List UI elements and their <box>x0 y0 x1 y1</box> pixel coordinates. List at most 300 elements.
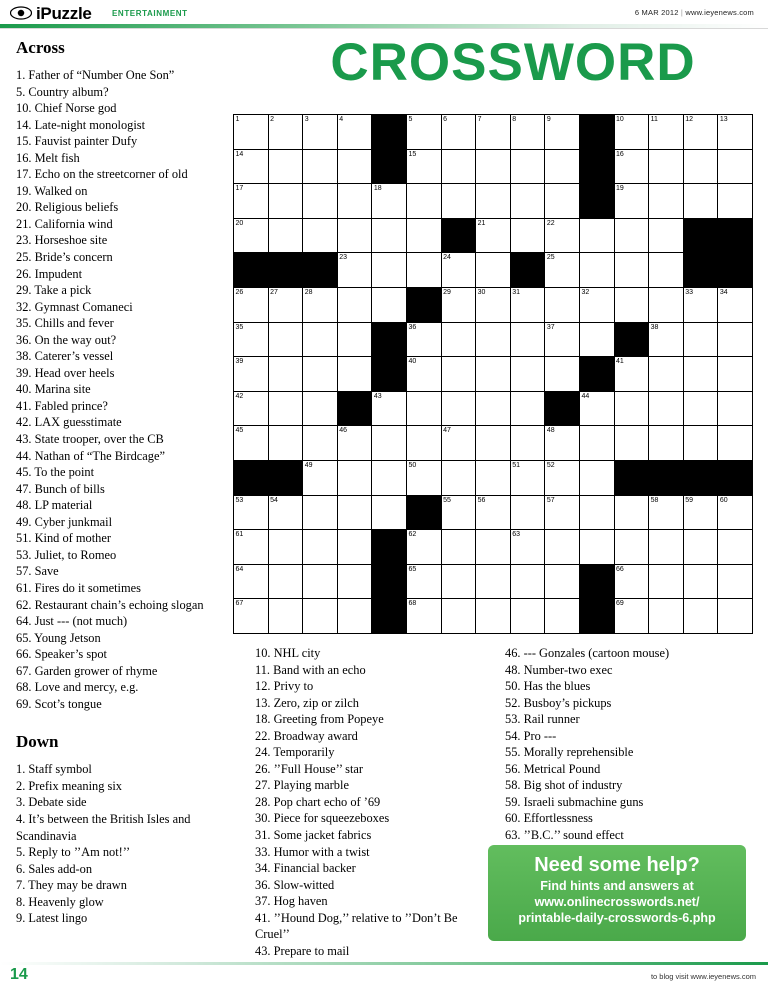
grid-cell[interactable] <box>476 530 511 565</box>
grid-cell[interactable] <box>683 599 718 634</box>
grid-cell[interactable] <box>337 426 372 461</box>
grid-cell[interactable] <box>545 599 580 634</box>
grid-cell[interactable] <box>234 322 269 357</box>
grid-cell[interactable] <box>303 115 338 150</box>
clue-item: 16. Melt fish <box>16 150 80 165</box>
clue-item: 2. Prefix meaning six <box>16 778 122 793</box>
grid-cell-number: 47 <box>443 427 451 435</box>
grid-cell[interactable] <box>234 149 269 184</box>
grid-cell[interactable] <box>441 426 476 461</box>
grid-cell[interactable] <box>303 564 338 599</box>
grid-cell[interactable] <box>372 460 407 495</box>
grid-cell[interactable] <box>614 495 649 530</box>
grid-cell[interactable] <box>683 357 718 392</box>
grid-cell[interactable] <box>649 495 684 530</box>
grid-cell[interactable] <box>268 391 303 426</box>
grid-cell-number: 27 <box>270 288 278 296</box>
grid-cell[interactable] <box>268 115 303 150</box>
grid-cell[interactable] <box>510 357 545 392</box>
grid-cell[interactable] <box>718 115 753 150</box>
grid-cell[interactable] <box>683 184 718 219</box>
grid-cell[interactable] <box>234 184 269 219</box>
grid-cell[interactable] <box>510 426 545 461</box>
grid-cell-block <box>614 460 649 495</box>
clue-item: 69. Scot’s tongue <box>16 696 102 711</box>
grid-cell[interactable] <box>441 564 476 599</box>
grid-cell-number: 11 <box>650 116 658 123</box>
grid-cell[interactable] <box>683 115 718 150</box>
grid-cell[interactable] <box>545 357 580 392</box>
grid-cell[interactable] <box>545 253 580 288</box>
grid-cell[interactable] <box>441 599 476 634</box>
grid-cell[interactable] <box>649 564 684 599</box>
help-url-line1[interactable]: www.onlinecrosswords.net/ <box>534 895 700 909</box>
grid-cell[interactable] <box>441 322 476 357</box>
grid-cell[interactable] <box>303 287 338 322</box>
grid-cell[interactable] <box>337 287 372 322</box>
grid-cell[interactable] <box>268 426 303 461</box>
grid-cell[interactable] <box>441 357 476 392</box>
grid-cell[interactable] <box>337 460 372 495</box>
grid-cell[interactable] <box>268 218 303 253</box>
grid-cell[interactable] <box>234 218 269 253</box>
clue-item: 42. LAX guesstimate <box>16 415 122 430</box>
clue-item: 31. Some jacket fabrics <box>255 828 372 843</box>
grid-cell[interactable] <box>372 391 407 426</box>
grid-cell[interactable] <box>545 218 580 253</box>
grid-cell[interactable] <box>337 495 372 530</box>
grid-cell[interactable] <box>303 357 338 392</box>
grid-cell[interactable] <box>303 149 338 184</box>
grid-cell[interactable] <box>614 530 649 565</box>
grid-cell[interactable] <box>337 149 372 184</box>
clue-item: 23. Horseshoe site <box>16 233 108 248</box>
grid-cell-number: 67 <box>235 600 244 608</box>
grid-cell[interactable] <box>476 218 511 253</box>
grid-cell[interactable] <box>406 253 441 288</box>
grid-cell-number: 56 <box>477 496 486 504</box>
grid-cell[interactable] <box>441 287 476 322</box>
grid-cell[interactable] <box>510 460 545 495</box>
grid-cell[interactable] <box>406 357 441 392</box>
grid-cell[interactable] <box>683 391 718 426</box>
grid-cell-number: 10 <box>616 116 624 123</box>
grid-cell[interactable] <box>406 564 441 599</box>
grid-cell[interactable] <box>510 495 545 530</box>
clue-item: 50. Has the blues <box>505 679 591 694</box>
grid-cell[interactable] <box>510 218 545 253</box>
grid-cell[interactable] <box>234 599 269 634</box>
grid-cell[interactable] <box>268 149 303 184</box>
clue-item: 56. Metrical Pound <box>505 761 601 776</box>
grid-cell[interactable] <box>579 530 614 565</box>
clue-item: 30. Piece for squeezeboxes <box>255 811 390 826</box>
grid-cell[interactable] <box>649 599 684 634</box>
grid-cell[interactable] <box>510 530 545 565</box>
grid-cell[interactable] <box>614 115 649 150</box>
grid-cell-block <box>649 460 684 495</box>
grid-cell[interactable] <box>614 287 649 322</box>
grid-cell-number: 1 <box>235 116 240 123</box>
grid-cell[interactable] <box>718 184 753 219</box>
grid-cell-block <box>579 184 614 219</box>
grid-cell[interactable] <box>234 357 269 392</box>
grid-cell[interactable] <box>718 495 753 530</box>
grid-cell[interactable] <box>268 599 303 634</box>
grid-cell-number: 54 <box>270 496 278 504</box>
grid-cell[interactable] <box>337 599 372 634</box>
grid-cell-number: 61 <box>235 531 244 539</box>
grid-cell-block <box>718 218 753 253</box>
grid-cell[interactable] <box>545 426 580 461</box>
grid-cell[interactable] <box>268 357 303 392</box>
grid-cell[interactable] <box>510 115 545 150</box>
grid-cell[interactable] <box>268 287 303 322</box>
clue-item: 57. Save <box>16 564 59 579</box>
grid-cell[interactable] <box>683 495 718 530</box>
grid-cell[interactable] <box>545 149 580 184</box>
grid-cell[interactable] <box>268 495 303 530</box>
down-clue-column-3 <box>505 645 735 844</box>
grid-cell-number: 5 <box>408 116 413 123</box>
grid-cell[interactable] <box>337 253 372 288</box>
help-url-line2[interactable]: printable-daily-crosswords-6.php <box>518 911 716 925</box>
masthead <box>0 0 768 29</box>
grid-cell[interactable] <box>406 530 441 565</box>
help-callout-box[interactable] <box>488 845 746 941</box>
clue-item: 13. Zero, zip or zilch <box>255 695 359 710</box>
grid-cell[interactable] <box>476 564 511 599</box>
clue-item: 34. Financial backer <box>255 861 356 876</box>
grid-cell-number: 66 <box>616 565 624 573</box>
clue-item: 10. NHL city <box>255 646 321 660</box>
grid-cell[interactable] <box>234 391 269 426</box>
grid-cell[interactable] <box>268 322 303 357</box>
grid-cell[interactable] <box>303 460 338 495</box>
grid-cell[interactable] <box>372 426 407 461</box>
grid-cell[interactable] <box>303 218 338 253</box>
grid-cell[interactable] <box>406 599 441 634</box>
clue-item: 67. Garden grower of rhyme <box>16 663 158 678</box>
grid-row <box>234 460 753 495</box>
grid-cell[interactable] <box>649 287 684 322</box>
grid-cell-number: 16 <box>616 150 624 158</box>
grid-cell[interactable] <box>510 564 545 599</box>
clue-item: 14. Late-night monologist <box>16 117 146 132</box>
clue-item: 52. Busboy’s pickups <box>505 695 612 710</box>
section-label: ENTERTAINMENT <box>112 9 188 18</box>
grid-cell[interactable] <box>441 530 476 565</box>
clue-item: 47. Bunch of bills <box>16 481 105 496</box>
clue-item: 68. Love and mercy, e.g. <box>16 680 139 695</box>
grid-cell[interactable] <box>718 564 753 599</box>
down-heading: Down <box>16 732 59 752</box>
grid-cell[interactable] <box>337 115 372 150</box>
grid-cell[interactable] <box>545 495 580 530</box>
grid-cell[interactable] <box>303 530 338 565</box>
grid-cell[interactable] <box>234 426 269 461</box>
clue-item: 21. California wind <box>16 216 113 231</box>
grid-cell-number: 23 <box>339 254 348 262</box>
grid-cell[interactable] <box>683 322 718 357</box>
grid-cell[interactable] <box>476 253 511 288</box>
clue-item: 48. LP material <box>16 498 93 513</box>
grid-cell[interactable] <box>545 184 580 219</box>
grid-cell-number: 21 <box>477 219 486 227</box>
grid-cell[interactable] <box>649 426 684 461</box>
grid-cell[interactable] <box>545 322 580 357</box>
grid-cell-number: 49 <box>304 461 313 469</box>
grid-cell-number: 17 <box>235 185 244 193</box>
across-clue-list <box>16 67 221 712</box>
grid-cell-number: 20 <box>235 219 244 227</box>
grid-cell[interactable] <box>545 460 580 495</box>
grid-cell-number: 60 <box>719 496 728 504</box>
grid-cell-number: 55 <box>443 496 451 504</box>
grid-cell-number: 28 <box>304 288 313 296</box>
grid-cell[interactable] <box>406 149 441 184</box>
grid-cell[interactable] <box>614 391 649 426</box>
grid-cell-number: 24 <box>443 254 451 262</box>
grid-cell[interactable] <box>337 357 372 392</box>
grid-cell-block <box>718 460 753 495</box>
grid-cell[interactable] <box>545 287 580 322</box>
grid-cell[interactable] <box>476 357 511 392</box>
grid-cell-number: 52 <box>546 461 555 469</box>
grid-cell[interactable] <box>579 287 614 322</box>
grid-cell[interactable] <box>683 564 718 599</box>
grid-cell-block <box>510 253 545 288</box>
grid-cell[interactable] <box>649 115 684 150</box>
grid-cell-number: 4 <box>339 116 344 123</box>
grid-cell[interactable] <box>234 564 269 599</box>
grid-cell[interactable] <box>510 149 545 184</box>
grid-cell[interactable] <box>476 460 511 495</box>
grid-cell-number: 12 <box>685 116 694 123</box>
grid-cell[interactable] <box>303 322 338 357</box>
grid-cell-block <box>579 115 614 150</box>
grid-cell[interactable] <box>372 253 407 288</box>
grid-cell[interactable] <box>303 495 338 530</box>
grid-cell[interactable] <box>614 564 649 599</box>
crossword-grid[interactable] <box>233 114 753 634</box>
grid-cell[interactable] <box>579 426 614 461</box>
grid-row <box>234 287 753 322</box>
grid-cell[interactable] <box>337 564 372 599</box>
grid-cell[interactable] <box>234 530 269 565</box>
grid-cell[interactable] <box>406 460 441 495</box>
footer-gradient-rule <box>0 962 768 965</box>
grid-cell[interactable] <box>406 184 441 219</box>
grid-cell-block <box>683 218 718 253</box>
grid-cell-block <box>579 564 614 599</box>
grid-cell-number: 38 <box>650 323 659 331</box>
grid-cell[interactable] <box>476 287 511 322</box>
grid-cell[interactable] <box>406 218 441 253</box>
grid-cell[interactable] <box>649 149 684 184</box>
grid-cell[interactable] <box>268 184 303 219</box>
grid-cell[interactable] <box>683 530 718 565</box>
grid-cell[interactable] <box>579 218 614 253</box>
grid-cell[interactable] <box>579 391 614 426</box>
clue-item: 8. Heavenly glow <box>16 894 104 909</box>
grid-cell[interactable] <box>510 184 545 219</box>
grid-cell[interactable] <box>234 495 269 530</box>
grid-cell[interactable] <box>372 218 407 253</box>
grid-cell[interactable] <box>718 599 753 634</box>
clue-item: 32. Gymnast Comaneci <box>16 299 133 314</box>
grid-cell[interactable] <box>649 218 684 253</box>
grid-cell-number: 9 <box>546 116 551 123</box>
grid-cell[interactable] <box>579 460 614 495</box>
grid-cell[interactable] <box>476 184 511 219</box>
grid-cell[interactable] <box>441 184 476 219</box>
grid-cell[interactable] <box>649 357 684 392</box>
grid-cell[interactable] <box>649 391 684 426</box>
grid-cell[interactable] <box>337 530 372 565</box>
grid-cell[interactable] <box>718 322 753 357</box>
brand-logo[interactable] <box>36 4 92 24</box>
grid-cell[interactable] <box>476 495 511 530</box>
grid-cell[interactable] <box>718 530 753 565</box>
grid-row <box>234 391 753 426</box>
grid-cell[interactable] <box>649 253 684 288</box>
grid-cell[interactable] <box>234 287 269 322</box>
grid-cell[interactable] <box>476 149 511 184</box>
grid-cell[interactable] <box>649 530 684 565</box>
grid-cell[interactable] <box>441 460 476 495</box>
grid-cell[interactable] <box>303 426 338 461</box>
grid-cell-number: 53 <box>235 496 244 504</box>
grid-cell[interactable] <box>303 599 338 634</box>
grid-cell[interactable] <box>441 391 476 426</box>
clue-item: 44. Nathan of “The Birdcage” <box>16 448 165 463</box>
grid-cell-number: 64 <box>235 565 244 573</box>
grid-cell[interactable] <box>614 149 649 184</box>
grid-cell[interactable] <box>510 599 545 634</box>
grid-cell[interactable] <box>337 184 372 219</box>
grid-cell[interactable] <box>337 322 372 357</box>
grid-cell[interactable] <box>406 115 441 150</box>
brand-text: iPuzzle <box>36 4 92 23</box>
grid-cell[interactable] <box>268 530 303 565</box>
grid-cell[interactable] <box>406 322 441 357</box>
clue-item: 29. Take a pick <box>16 283 92 298</box>
grid-cell[interactable] <box>718 391 753 426</box>
grid-cell[interactable] <box>476 391 511 426</box>
grid-cell[interactable] <box>372 495 407 530</box>
grid-cell-number: 3 <box>304 116 309 123</box>
grid-cell[interactable] <box>683 149 718 184</box>
clue-item: 15. Fauvist painter Dufy <box>16 134 138 149</box>
grid-cell[interactable] <box>372 184 407 219</box>
grid-cell[interactable] <box>614 599 649 634</box>
grid-cell[interactable] <box>683 287 718 322</box>
clue-item: 28. Pop chart echo of ’69 <box>255 794 381 809</box>
clue-item: 60. Effortlessness <box>505 811 593 826</box>
grid-cell[interactable] <box>718 149 753 184</box>
grid-cell[interactable] <box>718 357 753 392</box>
grid-cell-number: 19 <box>616 185 624 193</box>
clue-item: 19. Walked on <box>16 183 88 198</box>
grid-cell-number: 33 <box>685 288 694 296</box>
grid-row <box>234 495 753 530</box>
grid-cell[interactable] <box>303 184 338 219</box>
grid-cell[interactable] <box>476 322 511 357</box>
grid-cell[interactable] <box>614 426 649 461</box>
grid-cell[interactable] <box>234 115 269 150</box>
grid-cell-number: 48 <box>546 427 555 435</box>
grid-cell[interactable] <box>441 495 476 530</box>
grid-cell[interactable] <box>510 391 545 426</box>
grid-cell[interactable] <box>614 218 649 253</box>
grid-cell[interactable] <box>614 357 649 392</box>
grid-row <box>234 564 753 599</box>
grid-cell[interactable] <box>718 287 753 322</box>
clue-item: 63. ’’B.C.’’ sound effect <box>505 828 624 843</box>
grid-cell[interactable] <box>476 426 511 461</box>
grid-cell-block <box>614 322 649 357</box>
issue-website[interactable]: www.ieyenews.com <box>685 8 754 17</box>
grid-cell[interactable] <box>268 564 303 599</box>
grid-cell[interactable] <box>441 149 476 184</box>
grid-cell-block <box>579 599 614 634</box>
help-title: Need some help? <box>534 854 700 876</box>
grid-cell-number: 65 <box>408 565 417 573</box>
grid-cell[interactable] <box>649 322 684 357</box>
grid-cell[interactable] <box>476 599 511 634</box>
clue-item: 5. Country album? <box>16 84 109 99</box>
grid-cell[interactable] <box>579 253 614 288</box>
grid-row <box>234 322 753 357</box>
grid-cell[interactable] <box>476 115 511 150</box>
grid-cell[interactable] <box>510 322 545 357</box>
clue-item: 26. Impudent <box>16 266 83 281</box>
grid-cell[interactable] <box>718 426 753 461</box>
grid-cell[interactable] <box>406 426 441 461</box>
footer-text[interactable]: to blog visit www.ieyenews.com <box>650 972 756 981</box>
clue-item: 36. Slow-witted <box>255 877 335 892</box>
page-title: CROSSWORD <box>330 33 696 92</box>
grid-cell-block <box>372 115 407 150</box>
grid-cell[interactable] <box>441 115 476 150</box>
grid-cell[interactable] <box>303 391 338 426</box>
grid-cell[interactable] <box>441 253 476 288</box>
grid-cell[interactable] <box>545 564 580 599</box>
grid-cell-block <box>441 218 476 253</box>
clue-item: 20. Religious beliefs <box>16 200 119 215</box>
grid-cell[interactable] <box>545 530 580 565</box>
grid-cell[interactable] <box>579 322 614 357</box>
grid-cell[interactable] <box>337 218 372 253</box>
grid-cell[interactable] <box>510 287 545 322</box>
grid-cell[interactable] <box>649 184 684 219</box>
grid-cell[interactable] <box>579 495 614 530</box>
clue-item: 66. Speaker’s spot <box>16 647 107 662</box>
clue-item: 5. Reply to ’’Am not!’’ <box>16 845 131 860</box>
grid-cell[interactable] <box>614 253 649 288</box>
clue-item: 59. Israeli submachine guns <box>505 794 644 809</box>
clue-item: 55. Morally reprehensible <box>505 745 634 760</box>
grid-cell[interactable] <box>614 184 649 219</box>
grid-cell-block <box>303 253 338 288</box>
grid-cell[interactable] <box>372 287 407 322</box>
grid-cell[interactable] <box>683 426 718 461</box>
grid-cell-number: 51 <box>512 461 521 469</box>
issue-info <box>635 8 754 17</box>
grid-cell[interactable] <box>406 391 441 426</box>
grid-cell[interactable] <box>545 115 580 150</box>
